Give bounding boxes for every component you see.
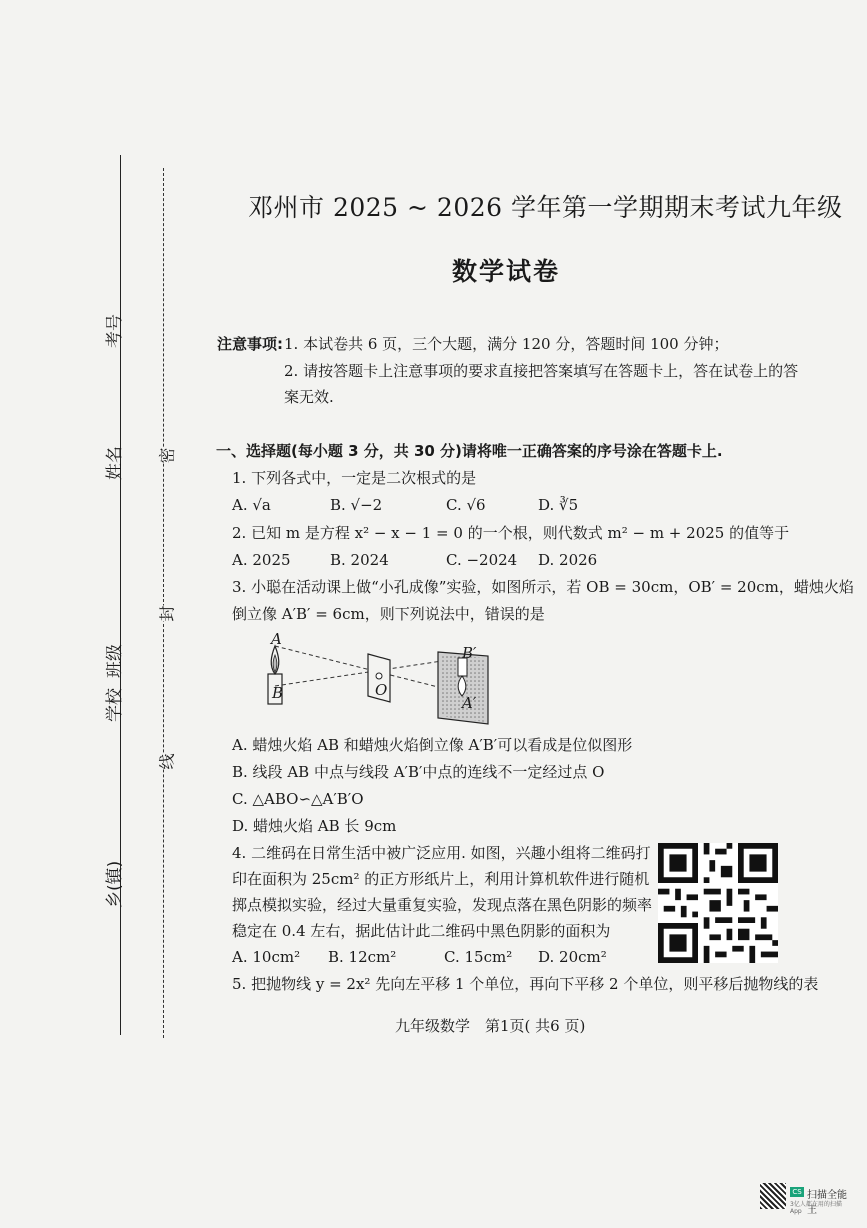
- notice-item-2: 2. 请按答题卡上注意事项的要求直接把答案填写在答题卡上，答在试卷上的答: [284, 362, 799, 380]
- fig-label-b: B: [272, 684, 284, 702]
- seal-feng: 封: [153, 605, 180, 621]
- notice-item-1: 1. 本试卷共 6 页，三个大题，满分 120 分，答题时间 100 分钟；: [284, 335, 729, 353]
- qr-code-image: [658, 843, 778, 963]
- label-kaohao: 考号: [105, 314, 125, 348]
- notice-label: 注意事项:: [217, 335, 283, 353]
- q3-stem-line-2: 倒立像 A′B′ = 6cm，则下列说法中，错误的是: [232, 605, 545, 623]
- label-xuexiao: 学校: [105, 688, 125, 722]
- fig-label-b-prime: B′: [462, 644, 477, 662]
- q2-option-c: C. −2024: [446, 551, 518, 569]
- q3-option-b: B. 线段 AB 中点与线段 A′B′中点的连线不一定经过点 O: [232, 763, 605, 781]
- q4-stem-line-2: 印在面积为 25cm² 的正方形纸片上，利用计算机软件进行随机: [232, 870, 650, 888]
- section-heading: 一、选择题(每小题 3 分，共 30 分)请将唯一正确答案的序号涂在答题卡上.: [216, 442, 723, 460]
- badge-name: 扫描全能王: [807, 1190, 847, 1216]
- exam-title: 邓州市 2025 ~ 2026 学年第一学期期末考试九年级: [248, 193, 843, 222]
- q1-option-b: B. √−2: [330, 496, 383, 514]
- fig-label-a-prime: A′: [462, 694, 477, 712]
- q5-stem: 5. 把抛物线 y = 2x² 先向左平移 1 个单位，再向下平移 2 个单位，则平移后抛物线的表: [232, 975, 819, 993]
- fig-label-o: O: [375, 681, 388, 699]
- fig-label-a: A: [271, 630, 282, 648]
- seal-mi: 密: [153, 447, 180, 463]
- q3-option-d: D. 蜡烛火焰 AB 长 9cm: [232, 817, 397, 835]
- q4-options: [232, 946, 662, 968]
- q3-stem-line-1: 3. 小聪在活动课上做“小孔成像”实验，如图所示，若 OB = 30cm，OB′ = 20cm，蜡烛火焰: [232, 578, 854, 596]
- binding-dashed-line: [163, 168, 164, 1038]
- q1-options: [232, 494, 792, 516]
- q3-option-c: C. △ABO∽△A′B′O: [232, 790, 364, 808]
- q2-stem: 2. 已知 m 是方程 x² − x − 1 = 0 的一个根，则代数式 m² − m + 2025 的值等于: [232, 524, 790, 542]
- q4-option-d: D. 20cm²: [538, 948, 607, 966]
- q1-option-c: C. √6: [446, 496, 486, 514]
- label-banji: 班级: [105, 644, 125, 678]
- q2-option-d: D. 2026: [538, 551, 598, 569]
- q4-option-b: B. 12cm²: [328, 948, 397, 966]
- badge-subtitle: 3亿人都在用的扫描App: [790, 1201, 842, 1215]
- exam-subtitle: 数学试卷: [452, 257, 561, 286]
- q4-option-c: C. 15cm²: [444, 948, 513, 966]
- q4-stem-line-3: 掷点模拟实验，经过大量重复实验，发现点落在黑色阴影的频率: [232, 896, 653, 914]
- candle-flame-inner: [273, 655, 277, 672]
- badge-cs-logo: CS: [790, 1187, 804, 1197]
- q2-option-b: B. 2024: [330, 551, 389, 569]
- q4-stem-line-4: 稳定在 0.4 左右，据此估计此二维码中黑色阴影的面积为: [232, 922, 611, 940]
- q4-stem-line-1: 4. 二维码在日常生活中被广泛应用. 如图，兴趣小组将二维码打: [232, 844, 651, 862]
- q2-option-a: A. 2025: [232, 551, 291, 569]
- q1-option-d: D. ∛5: [538, 496, 579, 514]
- label-xingming: 姓名: [105, 446, 125, 480]
- badge-qr-icon: [760, 1183, 786, 1209]
- q1-option-a: A. √a: [232, 496, 271, 514]
- q3-option-a: A. 蜡烛火焰 AB 和蜡烛火焰倒立像 A′B′可以看成是位似图形: [232, 736, 633, 754]
- q2-options: [232, 549, 792, 571]
- notice-item-2-cont: 案无效.: [284, 388, 334, 406]
- label-xiangzhen: 乡(镇): [105, 860, 125, 908]
- seal-xian: 线: [153, 753, 180, 769]
- page-footer: 九年级数学 第1页( 共6 页): [395, 1017, 586, 1035]
- q1-stem: 1. 下列各式中，一定是二次根式的是: [232, 469, 477, 487]
- scanner-badge: [760, 1183, 850, 1216]
- q4-option-a: A. 10cm²: [232, 948, 301, 966]
